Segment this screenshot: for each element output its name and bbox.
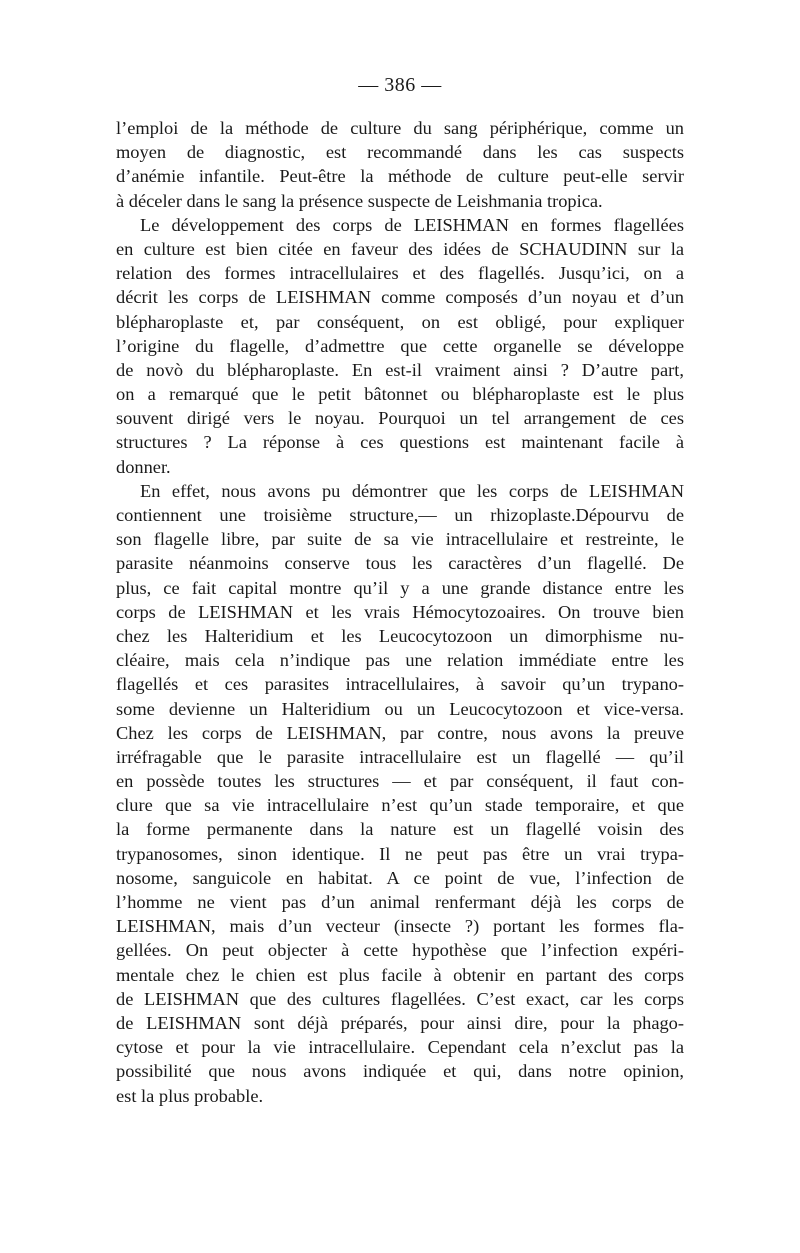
- text-line: plus, ce fait capital montre qu’il y a une grande distance entre les: [116, 577, 684, 598]
- text-line: blépharoplaste et, par conséquent, on est obligé, pour expliquer: [116, 311, 684, 332]
- text-line: à déceler dans le sang la présence suspecte de Leishmania tropica.: [116, 190, 603, 211]
- text-line: some devienne un Halteridium ou un Leucocytozoon et vice-versa.: [116, 698, 684, 719]
- text-line: l’homme ne vient pas d’un animal renfermant déjà les corps de: [116, 892, 684, 912]
- text-line: est la plus probable.: [116, 1085, 264, 1106]
- text-line: mentale chez le chien est plus facile à obtenir en partant des corps: [116, 964, 684, 985]
- text-line: de LEISHMAN sont déjà préparés, pour ainsi dire, pour la phago-: [116, 1012, 684, 1033]
- text-line: gellées. On peut objecter à cette hypothèse que l’infection expéri-: [116, 940, 684, 961]
- body-text: [116, 116, 684, 1108]
- text-line: cytose et pour la vie intracellulaire. Cependant cela n’exclut pas la: [116, 1037, 684, 1058]
- text-line: d’anémie infantile. Peut-être la méthode de culture peut-elle servir: [116, 166, 684, 187]
- text-line: l’origine du flagelle, d’admettre que cette organelle se développe: [116, 335, 684, 356]
- text-line: en possède toutes les structures — et par conséquent, il faut con-: [116, 771, 684, 792]
- text-line: relation des formes intracellulaires et des flagellés. Jusqu’ici, on a: [116, 263, 684, 284]
- text-line: en culture est bien citée en faveur des idées de SCHAUDINN sur la: [116, 238, 684, 259]
- text-line: corps de LEISHMAN et les vrais Hémocytozoaires. On trouve bien: [116, 601, 684, 622]
- text-line: donner.: [116, 456, 171, 477]
- text-line: son flagelle libre, par suite de sa vie intracellulaire et restreinte, le: [116, 529, 684, 550]
- text-line: contiennent une troisième structure,— un rhizoplaste.Dépourvu de: [116, 505, 684, 525]
- text-line: on a remarqué que le petit bâtonnet ou blépharoplaste est le plus: [116, 384, 684, 405]
- text-line: clure que sa vie intracellulaire n’est qu’un stade temporaire, et que: [116, 795, 684, 816]
- text-line: de LEISHMAN que des cultures flagellées. C’est exact, car les corps: [116, 988, 684, 1009]
- text-line: souvent dirigé vers le noyau. Pourquoi un tel arrangement de ces: [116, 408, 684, 429]
- text-line: chez les Halteridium et les Leucocytozoon un dimorphisme nu-: [116, 625, 684, 646]
- text-line: de novò du blépharoplaste. En est-il vraiment ainsi ? D’autre part,: [116, 359, 684, 380]
- text-line: moyen de diagnostic, est recommandé dans les cas suspects: [116, 142, 684, 163]
- text-line: Le développement des corps de LEISHMAN en formes flagellées: [140, 214, 684, 235]
- text-line: parasite néanmoins conserve tous les caractères d’un flagellé. De: [116, 553, 684, 574]
- text-line: trypanosomes, sinon identique. Il ne peut pas être un vrai trypa-: [116, 843, 684, 864]
- text-line: Chez les corps de LEISHMAN, par contre, nous avons la preuve: [116, 722, 684, 743]
- text-line: structures ? La réponse à ces questions est maintenant facile à: [116, 432, 684, 453]
- text-line: LEISHMAN, mais d’un vecteur (insecte ?) portant les formes fla-: [116, 916, 684, 937]
- text-line: flagellés et ces parasites intracellulaires, à savoir qu’un trypano-: [116, 674, 684, 695]
- text-line: décrit les corps de LEISHMAN comme composés d’un noyau et d’un: [116, 287, 684, 308]
- text-line: cléaire, mais cela n’indique pas une relation immédiate entre les: [116, 650, 684, 671]
- text-line: l’emploi de la méthode de culture du sang périphérique, comme un: [116, 118, 684, 138]
- text-line: irréfragable que le parasite intracellulaire est un flagellé — qu’il: [116, 746, 684, 767]
- page-number: — 386 —: [358, 74, 442, 96]
- text-line: En effet, nous avons pu démontrer que les corps de LEISHMAN: [140, 480, 684, 501]
- text-line: la forme permanente dans la nature est un flagellé voisin des: [116, 819, 684, 840]
- text-line: possibilité que nous avons indiquée et qui, dans notre opinion,: [116, 1061, 684, 1082]
- text-line: nosome, sanguicole en habitat. A ce point de vue, l’infection de: [116, 867, 684, 888]
